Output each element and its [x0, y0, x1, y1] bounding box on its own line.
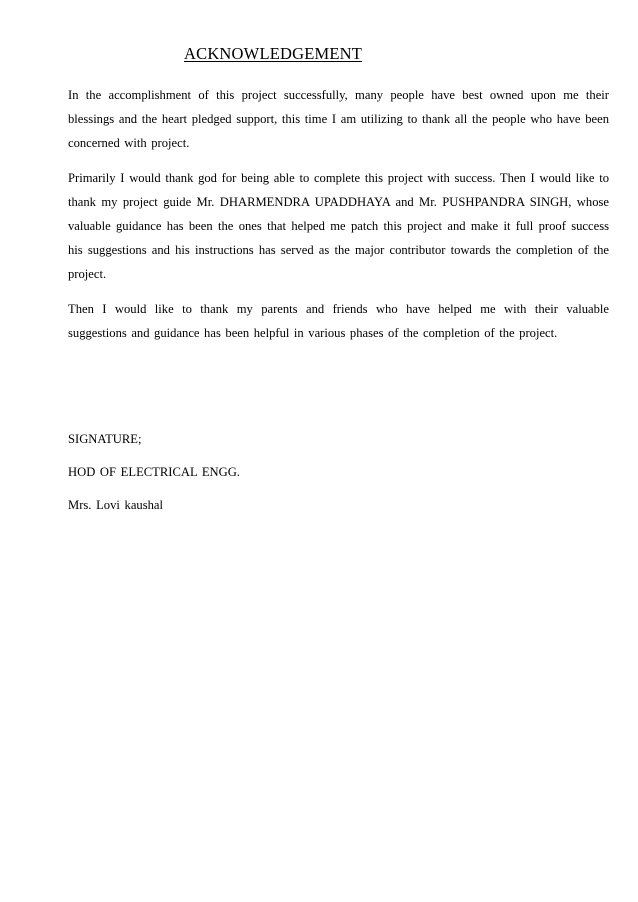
page-title: ACKNOWLEDGEMENT — [184, 44, 363, 63]
paragraph-intro: In the accomplishment of this project successfully, many people have best owned upon me their blessings and the heart pledged support, this time I am utilizing to thank all the people who have been concerned with project. — [68, 88, 609, 151]
signature-label: SIGNATURE; — [68, 432, 142, 446]
paragraph-parents: Then I would like to thank my parents and friends who have helped me with their valuable suggestions and guidance has been helpful in various phases of the completion of the project. — [68, 301, 609, 340]
signature-name: Mrs. Lovi kaushal — [68, 498, 163, 512]
acknowledgement-body — [68, 83, 609, 355]
paragraph-guides: Primarily I would thank god for being able to complete this project with success. Then I would like to thank my project guide Mr. DHARMENDRA UPADDHAYA and Mr. PUSHPANDRA SINGH, whose valuable guidance has been the ones that helped me patch this project and make it full proof success his suggestions and his instructions has served as the major contributor towards the completion of the project. — [68, 170, 609, 282]
signature-designation: HOD OF ELECTRICAL ENGG. — [68, 465, 240, 479]
signature-block — [68, 429, 240, 528]
